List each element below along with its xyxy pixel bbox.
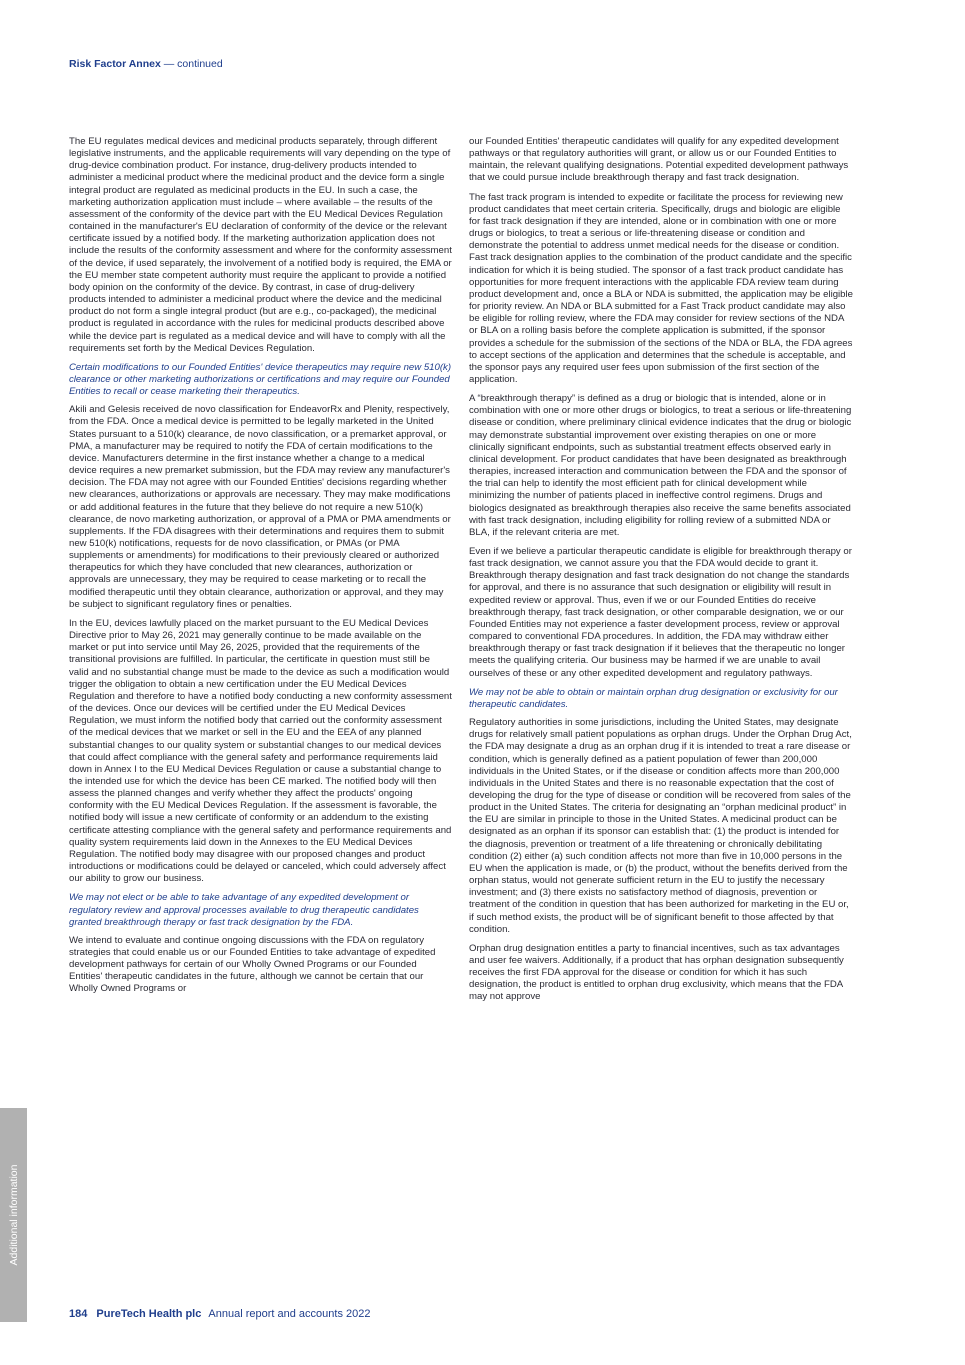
risk-heading: Certain modifications to our Founded Entities' device therapeutics may require new 510(k) clearance or other marketing authorizations or certifications and may require our Founded Entities to recall or cease marketing their therapeutics.: [69, 361, 452, 398]
section-side-tab[interactable]: [0, 1108, 27, 1322]
risk-heading: We may not elect or be able to take advantage of any expedited development or regulatory review and approval processes available to drug therapeutic candidates granted breakthrough therapy or fast track designation by the FDA.: [69, 892, 419, 928]
continued-label: — continued: [163, 58, 223, 70]
risk-heading: We may not be able to obtain or maintain orphan drug designation or exclusivity for our therapeutic candidates.: [469, 686, 838, 710]
paragraph: Orphan drug designation entitles a party to financial incentives, such as tax advantages and user fee waivers. Additionally, if a product that has orphan designation subsequently receives the first FDA approval for the disease or condition for which it has such designation, the product is entitled to orphan drug exclusivity, which means that the FDA may not approve: [469, 942, 844, 1003]
paragraph: In the EU, devices lawfully placed on the market pursuant to the EU Medical Devices Directive prior to May 26, 2021 may generally continue to be made available on the market or put into service until May 26, 2025, provided that the requirements of the transitional provisions are fulfilled. In particular, the certificate in question must still be valid and no substantial change must be made to the device as such a modification would trigger the obligation to obtain a new certification under the EU Medical Devices Regulation and therefore to have a notified body conducting a new conformity assessment of the devices. Once our devices will be certified under the EU Medical Devices Regulation, we must inform the notified body that carried out the conformity assessment of the medical devices that we market or sell in the EU and the EEA of any planned substantial changes to our quality system or substantial changes to our medical devices that could affect compliance with the general safety and performance requirements laid down in Annex I to the EU Medical Devices Regulation or cause a substantial change to the intended use for which the device has been CE marked. The notified body will then assess the planned changes and verify whether they affect the products' ongoing conformity with the EU Medical Devices Regulation. If the assessment is favorable, the notified body will issue a new certificate of conformity or an addendum to the existing certificate attesting compliance with the general safety and performance requirements and quality system requirements laid down in the Annexes to the EU Medical Devices Regulation. The notified body may disagree with our proposed changes and product introductions or modifications could be delayed or canceled, which could adversely affect our ability to grow our business.: [69, 617, 452, 885]
left-column: [69, 136, 452, 1003]
paragraph: The EU regulates medical devices and medicinal products separately, through different legislative instruments, and the applicable requirements will vary depending on the type of drug-device combination product. For instance, drug-delivery products intended to administer a medicinal product where the medicinal product and the device form a single integral product are regulated as medicinal products in the EU. In such a case, the marketing authorization application must include – where available – the results of the assessment of the conformity of the device part with the EU Medical Devices Regulation contained in the manufacturer's EU declaration of conformity of the device or the relevant certificate issued by a notified body. If the marketing authorization application does not include the results of the conformity assessment and where for the conformity assessment of the device, if used separately, the involvement of a notified body is required, the EMA or the EU member state competent authority must require the applicant to provide a notified body opinion on the conformity of the device. By contrast, in case of drug-delivery products intended to administer a medicinal product where the device and the medicinal product do not form a single integral product (but are e.g., co-packaged), the medicinal product is regulated in accordance with the rules for medicinal products described above while the device part is regulated as a medical device and will have to comply with all the requirements set forth by the Medical Devices Regulation.: [69, 136, 452, 354]
paragraph: Even if we believe a particular therapeutic candidate is eligible for breakthrough therapy or fast track designation, we cannot assure you that the FDA would decide to grant it. Breakthrough therapy designation and fast track designation do not change the standards for approval, and there is no assurance that such designation or eligibility will result in expedited review or approval. Thus, even if we or our Founded Entities do receive breakthrough therapy, fast track designation, or other comparable designation, we or our Founded Entities may not experience a faster development process, review or approval compared to conventional FDA procedures. In addition, the FDA may withdraw either breakthrough therapy or fast track designation if it believes that the therapeutic no longer meets the qualifying criteria. Our business may be harmed if we are unable to avail ourselves of these or any other expedited development and regulatory pathways.: [469, 546, 852, 679]
paragraph: The fast track program is intended to expedite or facilitate the process for reviewing new product candidates that meet certain criteria. Specifically, drugs and biologic are eligible for fast track designation if they are intended, alone or in combination with one or more drugs or biologics, to treat a serious or life-threatening disease or condition and demonstrate the potential to address unmet medical needs for the disease or condition. Fast track designation applies to the combination of the product candidate and the specific indication for which it is being studied. The sponsor of a fast track product candidate has opportunities for more frequent interactions with the applicable FDA review team during product development and, once a BLA or NDA is submitted, the application may be eligible for priority review. An NDA or BLA submitted for a Fast Track product candidate may also be eligible for rolling review, where the FDA may consider for review sections of the NDA or BLA on a rolling basis before the complete application is submitted, if the sponsor provides a schedule for the submission of the sections of the NDA or BLA, the FDA agrees to accept sections of the application and determines that the schedule is acceptable, and the sponsor pays any required user fees upon submission of the first section of the application.: [469, 191, 853, 385]
report-title: Annual report and accounts 2022: [208, 1308, 371, 1320]
paragraph: A “breakthrough therapy” is defined as a drug or biologic that is intended, alone or in combination with one or more other drugs or biologics, to treat a serious or life-threatening disease or condition, where preliminary clinical evidence indicates that the drug or biologic may demonstrate substantial improvement over existing therapies on one or more clinically significant endpoints, such as substantial treatment effects observed early in clinical development. For product candidates that have been designated as breakthrough therapies, increased interaction and communication between the FDA and the sponsor of the trial can help to identify the most efficient path for clinical development while minimizing the number of patients placed in ineffective control regimens. Drugs and biologics designated as breakthrough therapies also receive the same benefits associated with fast track designation, including eligibility for rolling review of a submitted NDA or BLA, if the relevant criteria are met.: [469, 393, 852, 538]
paragraph: Akili and Gelesis received de novo classification for EndeavorRx and Plenity, respectively, from the FDA. Once a medical device is permitted to be legally marketed in the United States pursuant to a 510(k) clearance, de novo classification, or a premarket approval, or PMA, a manufacturer may be required to notify the FDA of certain modifications to the device. Manufacturers determine in the first instance whether a change to a medical device requires a new premarket submission, but the FDA may review any manufacturer's decision. The FDA may not agree with our Founded Entities' decisions regarding whether new clearances, authorizations or approvals are necessary. They may make modifications or add additional features in the future that they believe do not require a new 510(k) clearance, de novo marketing authorization, or approval of a PMA or PMA amendments or supplements. If the FDA disagrees with their determinations and requires them to submit new 510(k) notifications, requests for de novo classification, or PMAs (or PMA supplements or amendments) for modifications to their previously cleared or authorized therapeutics for which they have concluded that new clearances, authorization or approvals are unnecessary, they may be required to cease marketing or to recall the modified therapeutic until they obtain clearance, authorization or approval, and they may be subject to significant regulatory fines or penalties.: [69, 404, 451, 610]
section-title: Risk Factor Annex: [69, 58, 161, 70]
paragraph: our Founded Entities' therapeutic candidates will qualify for any expedited development pathways or that regulatory authorities will grant, or allow us or our Founded Entities to maintain, the relevant qualifying designations. Potential expedited development pathways that we could pursue include breakthrough therapy and fast track designation.: [469, 136, 849, 184]
side-tab-label: Additional information: [7, 1164, 20, 1266]
page-footer: [69, 1308, 370, 1320]
paragraph: We intend to evaluate and continue ongoing discussions with the FDA on regulatory strategies that could enable us or our Founded Entities to take advantage of expedited development pathways for certain of our Wholly Owned Programs or our Founded Entities' therapeutic candidates in the future, although we cannot be certain that our Wholly Owned Programs or: [69, 934, 436, 995]
page-number: 184: [69, 1308, 88, 1320]
paragraph: Regulatory authorities in some jurisdictions, including the United States, may designate drugs for relatively small patient populations as orphan drugs. Under the Orphan Drug Act, the FDA may designate a drug as an orphan drug if it is intended to treat a rare disease or condition, which is generally defined as a patient population of fewer than 200,000 individuals in the United States, or if the disease or condition affects more than 200,000 individuals in the United States and there is no reasonable expectation that the cost of developing the drug for the type of disease or condition will be recovered from sales of the product in the United States. The criteria for designating an “orphan medicinal product” in the EU are similar in principle to those in the United States. A medicinal product can be designated as an orphan if its sponsor can establish that: (1) the product is intended for the diagnosis, prevention or treatment of a life threatening or chronically debilitating condition (2) either (a) such condition affects not more than five in 10,000 persons in the EU when the application is made, or (b) the product, without the benefits derived from the orphan status, would not generate sufficient return in the EU to justify the necessary investment; and (3) there exists no satisfactory method of diagnosis, prevention or treatment of the condition in question that has been authorized for marketing in the EU or, if such method exists, the product will be of significant benefit to those affected by that condition.: [469, 717, 852, 935]
running-header: [69, 58, 223, 70]
right-column: [469, 136, 853, 1011]
company-name: PureTech Health plc: [96, 1308, 202, 1320]
